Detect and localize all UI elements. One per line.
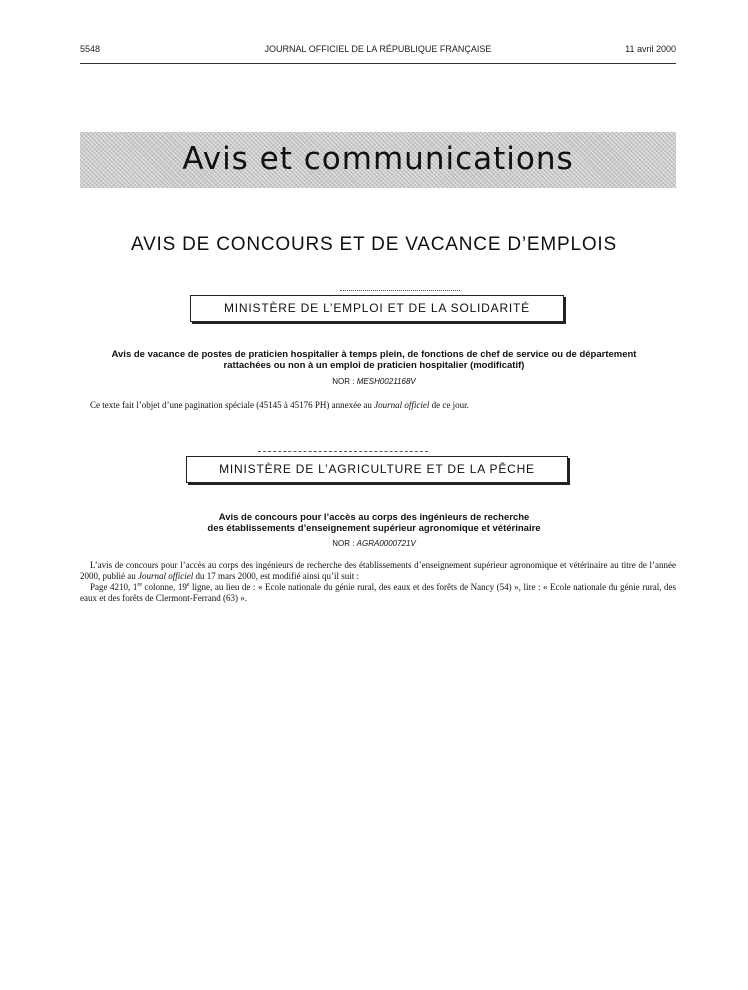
notice-title xyxy=(72,349,676,371)
notice-title-line: Avis de vacance de postes de praticien hospitalier à temps plein, de fonctions de chef de service ou de département xyxy=(111,349,637,360)
superscript: re xyxy=(137,582,142,588)
body-paragraph xyxy=(80,560,676,582)
body-text: de ce jour. xyxy=(429,400,469,410)
running-header xyxy=(80,44,676,60)
nor-code: AGRA0000721V xyxy=(356,539,416,548)
body-text: Ce texte fait l’objet d’une pagination spéciale (45145 à 45176 PH) annexée au xyxy=(90,400,375,410)
notice-body xyxy=(80,560,676,604)
body-text: Page 4210, 1 xyxy=(90,582,138,592)
nor-reference xyxy=(0,539,748,548)
nor-label: NOR : xyxy=(332,377,355,386)
notice-title-line: rattachées ou non à un emploi de praticien hospitalier (modificatif) xyxy=(223,360,525,371)
banner-title: Avis et communications xyxy=(182,141,574,177)
notice-body xyxy=(80,400,676,411)
body-text: colonne, 19 xyxy=(142,582,187,592)
body-text: ligne, au lieu de : « Ecole nationale du génie rural, des eaux et des forêts de Nancy (54) », lire : « Ecole nationale du génie rural, des eaux et des forêts de Clermont-Ferrand (63) ». xyxy=(80,582,676,603)
journal-title: JOURNAL OFFICIEL DE LA RÉPUBLIQUE FRANÇAISE xyxy=(264,44,492,54)
nor-reference xyxy=(0,377,748,386)
ministry-box-emploi: MINISTÈRE DE L’EMPLOI ET DE LA SOLIDARITÉ xyxy=(190,295,564,322)
header-rule xyxy=(80,63,676,64)
nor-code: MESH0021168V xyxy=(356,377,416,386)
section-heading: AVIS DE CONCOURS ET DE VACANCE D’EMPLOIS xyxy=(131,234,617,255)
body-text: du 17 mars 2000, est modifié ainsi qu’il suit : xyxy=(193,571,359,581)
notice-title xyxy=(72,512,676,534)
divider xyxy=(258,451,428,452)
notice-title-line: des établissements d’enseignement supérieur agronomique et vétérinaire xyxy=(207,523,541,534)
issue-date: 11 avril 2000 xyxy=(625,44,676,54)
journal-reference: Journal officiel xyxy=(374,400,430,410)
nor-label: NOR : xyxy=(332,539,355,548)
ministry-box-agriculture: MINISTÈRE DE L’AGRICULTURE ET DE LA PÊCHE xyxy=(186,456,568,483)
body-text: L’avis de concours pour l’accès au corps des ingénieurs de recherche des établissements d’enseignement supérieur agronomique et vétérinaire au titre de l’année 2000, publié au xyxy=(80,560,676,581)
divider xyxy=(340,290,460,291)
page-number: 5548 xyxy=(80,44,101,54)
body-paragraph xyxy=(80,582,676,604)
superscript: e xyxy=(186,582,190,588)
journal-reference: Journal officiel xyxy=(138,571,194,581)
notice-title-line: Avis de concours pour l’accès au corps des ingénieurs de recherche xyxy=(218,512,530,523)
